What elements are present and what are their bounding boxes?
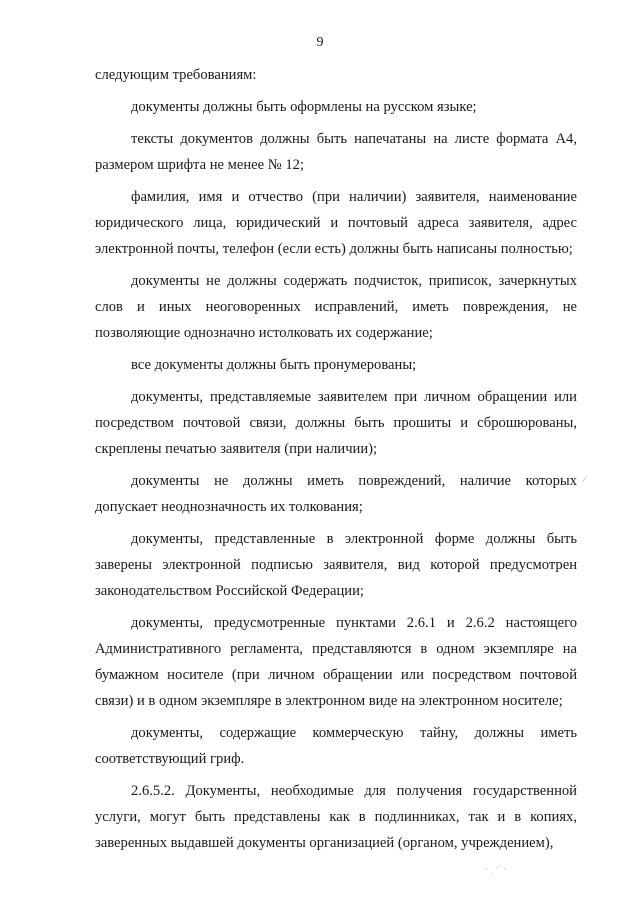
- paragraph-commercial-secret: документы, содержащие коммерческую тайну, должны иметь соответствующий гриф.: [95, 725, 577, 767]
- document-body: [95, 62, 577, 862]
- scan-artifact: · ˌ ˑ˙ ·: [485, 864, 507, 874]
- paragraph-binding: документы, представляемые заявителем при личном обращении или посредством почтовой связи, должны быть прошиты и сброшюрованы, скреплены печатью заявителя (при наличии);: [95, 389, 577, 457]
- paragraph-format-requirement: тексты документов должны быть напечатаны на листе формата А4, размером шрифта не менее № 12;: [95, 131, 577, 173]
- page-number: 9: [316, 35, 324, 50]
- paragraph-no-corrections: документы не должны содержать подчисток, приписок, зачеркнутых слов и иных неоговоренных исправлений, иметь повреждения, не позволяющие однозначно истолковать их содержание;: [95, 273, 577, 341]
- paragraph-applicant-details: фамилия, имя и отчество (при наличии) заявителя, наименование юридического лица, юридический и почтовый адреса заявителя, адрес электронной почты, телефон (если есть) должны быть написаны полностью;: [95, 189, 577, 257]
- paragraph-2-6-5-2: 2.6.5.2. Документы, необходимые для получения государственной услуги, могут быть представлены как в подлинниках, так и в копиях, заверенных выдавшей документы организацией (органом, учреждением),: [95, 783, 577, 851]
- scan-artifact: ⁄: [584, 474, 586, 484]
- paragraph-continuation: следующим требованиям:: [95, 67, 257, 83]
- paragraph-electronic-signature: документы, представленные в электронной форме должны быть заверены электронной подписью заявителя, вид которой предусмотрен законодательством Российской Федерации;: [95, 531, 577, 599]
- paragraph-language-requirement: документы должны быть оформлены на русском языке;: [131, 99, 477, 115]
- paragraph-numbering: все документы должны быть пронумерованы;: [131, 357, 417, 373]
- paragraph-no-damage: документы не должны иметь повреждений, наличие которых допускает неоднозначность их толкования;: [95, 473, 577, 515]
- paragraph-copies: документы, предусмотренные пунктами 2.6.1 и 2.6.2 настоящего Административного регламента, представляются в одном экземпляре на бумажном носителе (при личном обращении или посредством почтовой связи) и в одном экземпляре в электронном виде на электронном носителе;: [95, 615, 577, 709]
